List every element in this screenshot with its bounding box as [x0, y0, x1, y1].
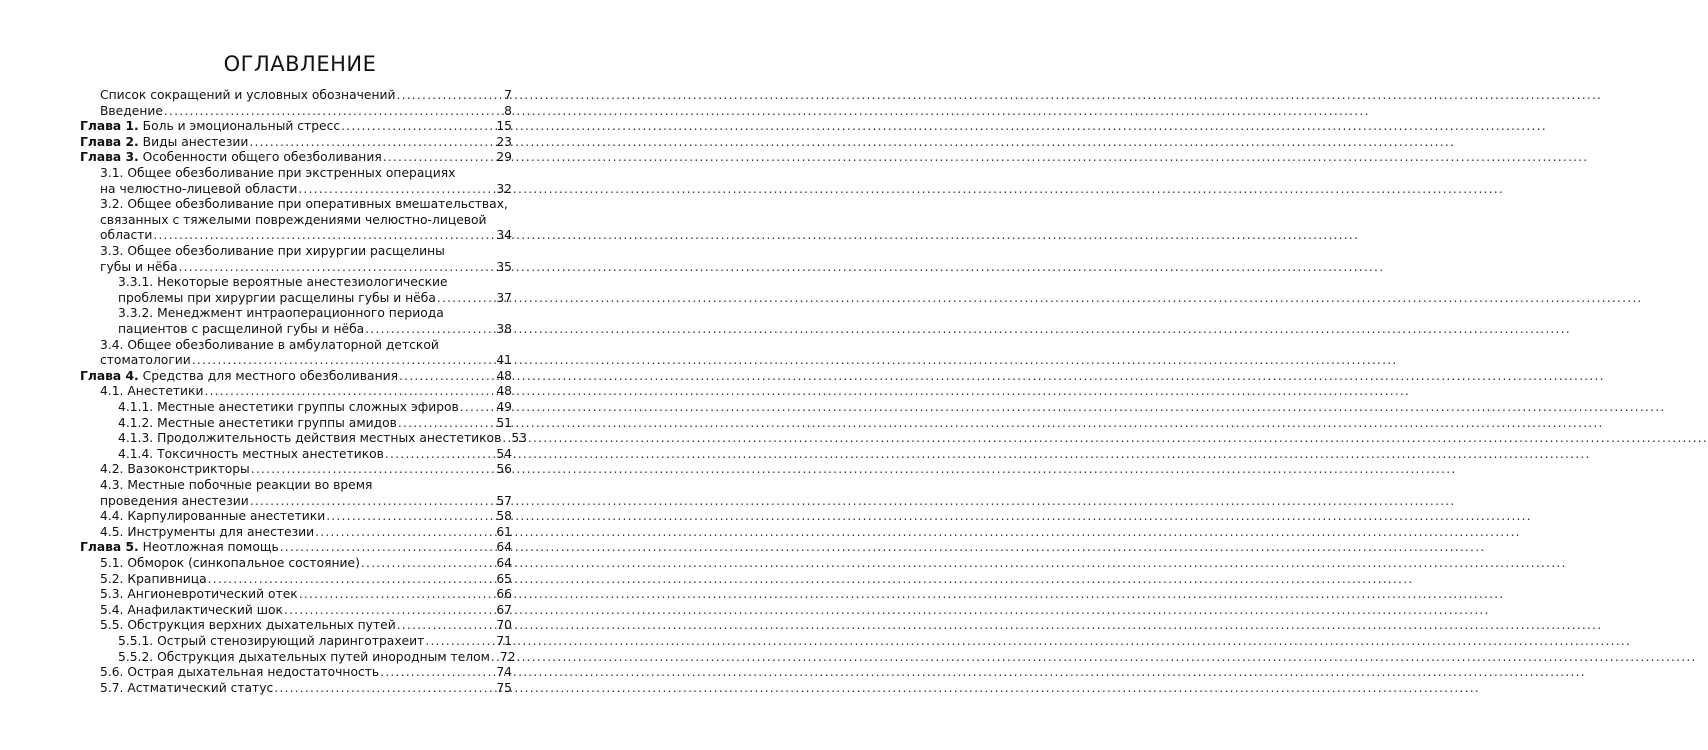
dot-leader — [250, 493, 496, 510]
page-number: 61 — [496, 524, 512, 539]
toc-entry-label — [100, 244, 445, 258]
dot-leader — [380, 664, 495, 681]
page-number: 49 — [496, 400, 512, 414]
toc-entry-text: пациентов с расщелиной губы и нёба — [118, 321, 365, 336]
toc-entry[interactable] — [100, 602, 512, 618]
toc-entry[interactable] — [100, 477, 512, 508]
toc-entry[interactable] — [118, 446, 512, 462]
dot-leader — [460, 399, 496, 416]
toc-entry-label — [100, 508, 325, 525]
toc-entry-label — [118, 399, 459, 416]
toc-entry[interactable] — [100, 196, 512, 243]
toc-entry[interactable] — [80, 368, 512, 384]
toc-entry[interactable] — [100, 243, 512, 274]
toc-entry-label — [100, 555, 360, 572]
page-number: 48 — [496, 368, 512, 383]
toc-entry-text: связанных с тяжелыми повреждениями челюстно-лицевой — [100, 212, 487, 227]
toc-entry-text: 5.6. Острая дыхательная недостаточность — [100, 665, 380, 680]
page-number: 56 — [496, 462, 512, 477]
toc-entry-text: проблемы при хирургии расщелины губы и нёба — [118, 290, 436, 305]
toc-entry-label — [118, 649, 490, 666]
page-number: 72 — [499, 649, 516, 664]
toc-entry-label — [100, 181, 297, 198]
page-number: 37 — [496, 290, 512, 305]
toc-entry-label — [100, 338, 439, 352]
toc-entry-label — [118, 275, 448, 289]
toc-entry-label — [118, 321, 364, 338]
toc-entry-label — [100, 664, 379, 681]
page-number: 32 — [496, 181, 512, 196]
dot-leader — [251, 461, 496, 478]
dot-leader — [365, 321, 495, 338]
toc-entry-label — [100, 524, 314, 541]
toc-entry-text: 4.1.4. Токсичность местных анестетиков — [118, 446, 384, 461]
chapter-number: Глава 4. — [80, 368, 139, 383]
toc-entry-text: 4.1.3. Продолжительность действия местных анестетиков — [118, 431, 502, 446]
toc-entry-label — [100, 259, 178, 276]
toc-entry-text: 5.5. Обструкция верхних дыхательных путей — [100, 618, 396, 633]
toc-entry-label — [100, 103, 163, 120]
page-number: 38 — [496, 321, 512, 336]
toc-entry-text: 4.1.2. Местные анестетики группы амидов — [118, 415, 397, 430]
toc-entry-text: 5.3. Ангионевротический отек — [100, 587, 298, 602]
toc-entry[interactable] — [118, 633, 512, 649]
toc-entry[interactable] — [100, 337, 512, 368]
toc-entry-label — [100, 602, 283, 619]
dot-leader — [398, 415, 495, 432]
toc-entry-text: 4.1. Анестетики — [100, 384, 204, 399]
toc-entry-label — [80, 539, 279, 556]
toc-entry-text: 5.5.2. Обструкция дыхательных путей инородным телом — [118, 649, 490, 664]
chapter-number: Глава 1. — [80, 119, 139, 134]
toc-entry[interactable] — [100, 461, 512, 477]
toc-entry[interactable] — [100, 87, 512, 103]
page-number: 57 — [496, 493, 512, 508]
page-number: 48 — [496, 384, 512, 399]
toc-entry[interactable] — [80, 149, 512, 165]
toc-entry-label — [118, 290, 436, 307]
toc-entry-text: 4.2. Вазоконстрикторы — [100, 462, 250, 477]
dot-leader — [298, 181, 495, 198]
toc-entry-text: стоматологии — [100, 353, 191, 368]
toc-entry-label — [100, 571, 207, 588]
toc-entry-label — [80, 134, 248, 151]
toc-entry[interactable] — [100, 571, 512, 587]
toc-page — [0, 0, 600, 750]
toc-entry[interactable] — [118, 415, 512, 431]
dot-leader — [397, 617, 496, 634]
chapter-number: Глава 3. — [80, 150, 139, 165]
toc-entry-label — [118, 430, 501, 447]
dot-leader — [192, 352, 496, 369]
toc-entry-label — [100, 352, 191, 369]
dot-leader — [208, 571, 496, 588]
toc-entry-text: 5.5.1. Острый стенозирующий ларинготрахеит — [118, 634, 425, 648]
page-number: 75 — [496, 680, 512, 695]
toc-entry-label — [118, 415, 397, 432]
page-number: 23 — [496, 134, 512, 149]
toc-entry-label — [100, 166, 455, 180]
page-number: 71 — [496, 634, 512, 648]
dot-leader — [437, 290, 495, 307]
toc-entry-label — [100, 87, 395, 104]
dot-leader — [425, 633, 495, 650]
toc-entry-text: 3.1. Общее обезболивание при экстренных операциях — [100, 166, 456, 180]
dot-leader — [179, 259, 496, 276]
toc-entry-label — [80, 118, 340, 135]
toc-entry[interactable] — [118, 399, 512, 415]
toc-entry-text: 3.4. Общее обезболивание в амбулаторной детской — [100, 337, 439, 352]
toc-entry-text: на челюстно-лицевой области — [100, 181, 298, 196]
toc-entry[interactable] — [118, 430, 527, 446]
chapter-number: Глава 2. — [80, 134, 139, 149]
dot-leader — [280, 539, 496, 556]
toc-entry-label — [80, 149, 382, 166]
toc-entry-label — [100, 227, 152, 244]
page-number: 7 — [504, 88, 512, 102]
toc-entry-text: 5.2. Крапивница — [100, 571, 207, 586]
dot-leader — [361, 555, 495, 572]
chapter-number: Глава 5. — [80, 540, 139, 555]
toc-entry-text: 4.4. Карпулированные анестетики — [100, 509, 326, 524]
page-number: 67 — [496, 602, 512, 617]
toc-entry-text: губы и нёба — [100, 259, 178, 274]
toc-entry-label — [118, 446, 384, 463]
page-number: 58 — [496, 509, 512, 524]
toc-entry[interactable] — [100, 586, 512, 602]
toc-entry-text: проведения анестезии — [100, 493, 249, 508]
dot-leader — [383, 149, 496, 166]
toc-entry-text: 3.2. Общее обезболивание при оперативных вмешательствах, — [100, 197, 508, 212]
page-number: 35 — [496, 259, 512, 274]
page-number: 41 — [496, 353, 512, 368]
page-number: 66 — [496, 587, 512, 602]
toc-entry-label — [100, 197, 508, 211]
toc-entry-label — [100, 478, 372, 492]
dot-leader — [326, 508, 495, 525]
dot-leader — [399, 368, 495, 385]
dot-leader — [274, 680, 495, 697]
toc-entry-text: Список сокращений и условных обозначений — [100, 88, 396, 102]
toc-entry[interactable] — [100, 524, 512, 540]
toc-entry-label — [118, 633, 424, 650]
toc-entry-text: Особенности общего обезболивания — [142, 150, 382, 165]
page-number: 65 — [496, 571, 512, 586]
toc-entry-text: 5.4. Анафилактический шок — [100, 602, 283, 617]
toc-entry[interactable] — [118, 305, 512, 336]
toc-entry[interactable] — [100, 165, 512, 196]
toc-entry[interactable] — [80, 539, 512, 555]
page-number: 70 — [496, 618, 512, 633]
toc-entry-label — [80, 368, 398, 385]
toc-entry-text: 3.3. Общее обезболивание при хирургии расщелины — [100, 244, 445, 258]
toc-entry-text: области — [100, 228, 153, 243]
toc-entry[interactable] — [118, 649, 516, 665]
page-number: 15 — [496, 119, 512, 134]
page-number: 64 — [496, 540, 512, 555]
dot-leader — [341, 118, 495, 135]
page-number: 29 — [496, 150, 512, 165]
toc-entry-label — [100, 213, 487, 227]
dot-leader — [284, 602, 495, 619]
page-title: ОГЛАВЛЕНИЕ — [223, 52, 377, 76]
dot-leader — [164, 103, 503, 120]
toc-entry-label — [100, 383, 203, 400]
page-number: 54 — [496, 446, 512, 461]
dot-leader — [396, 87, 503, 104]
dot-leader — [491, 649, 499, 666]
toc-entry-text: 3.3.1. Некоторые вероятные анестезиологические — [118, 275, 448, 290]
dot-leader — [502, 430, 510, 447]
toc-entry-text: Введение — [100, 103, 163, 118]
toc-entry-label — [100, 493, 249, 510]
toc-entry[interactable] — [118, 274, 512, 305]
page-number: 51 — [496, 415, 512, 430]
toc-entry-text: Средства для местного обезболивания — [142, 368, 399, 383]
toc-entry[interactable] — [100, 103, 512, 119]
page-number: 64 — [496, 556, 512, 570]
toc-entry-text: 4.5. Инструменты для анестезии — [100, 524, 315, 539]
toc-entry[interactable] — [100, 664, 512, 680]
toc-entry[interactable] — [100, 383, 512, 399]
toc-entry-label — [100, 617, 396, 634]
toc-entry-text: Неотложная помощь — [142, 540, 279, 555]
toc-entry[interactable] — [100, 680, 512, 696]
dot-leader — [249, 134, 495, 151]
toc-entry-text: 4.1.1. Местные анестетики группы сложных эфиров — [118, 400, 459, 414]
toc-entry[interactable] — [100, 617, 512, 633]
toc-entry[interactable] — [80, 118, 512, 134]
toc-entry[interactable] — [100, 508, 512, 524]
toc-entry-label — [100, 586, 298, 603]
toc-entry-label — [100, 461, 250, 478]
toc-entry[interactable] — [80, 134, 512, 150]
dot-leader — [315, 524, 495, 541]
dot-leader — [204, 383, 495, 400]
toc-entry-text: Боль и эмоциональный стресс — [142, 119, 341, 134]
toc-entry-text: 3.3.2. Менеджмент интраоперационного периода — [118, 306, 444, 321]
toc-entry-text: 5.7. Астматический статус — [100, 680, 274, 695]
toc-entry-text: 5.1. Обморок (синкопальное состояние) — [100, 556, 360, 570]
page-number: 8 — [504, 103, 512, 118]
toc-entry-label — [100, 680, 273, 697]
toc-entry-label — [118, 306, 444, 320]
toc-entry[interactable] — [100, 555, 512, 571]
page-number: 74 — [496, 665, 512, 680]
page-number: 53 — [511, 431, 527, 446]
dot-leader — [299, 586, 496, 603]
page-number: 34 — [496, 228, 512, 243]
dot-leader — [385, 446, 495, 463]
dot-leader — [153, 227, 495, 244]
toc-entry-text: Виды анестезии — [142, 134, 249, 149]
toc-entry-text: 4.3. Местные побочные реакции во время — [100, 478, 373, 492]
